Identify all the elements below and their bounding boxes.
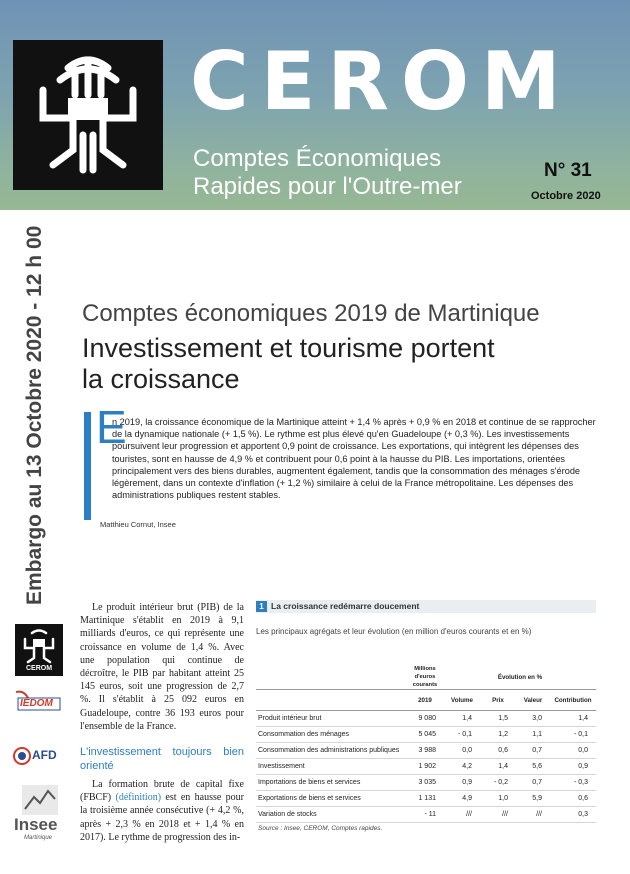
- table-row: [256, 711, 596, 727]
- row-label: Produit intérieur brut: [256, 711, 406, 727]
- intro-text: n 2019, la croissance économique de la Martinique atteint + 1,4 % après + 0,9 % en 2018 et continue de se rapprocher de la dynamique nationale (+ 1,5 %). Le rythme est plus élevé qu'en Guadeloupe (+ 0,3 %). Les investissements poursuivent leur progression et apportent 0,9 point de croissance. Les exportations, qui intègrent les dépenses des touristes, sont en hausse de 4,9 % et contribuent pour 0,6 point à la hausse du PIB. Les importations, orientées principalement vers des biens durables, augmentent également, tandis que la consommation des ménages s'érode légèrement, dans un contexte d'inflation (+ 1,2 %) similaire à celui de la France métropolitaine. Les dépenses des administrations publiques restent stables.: [112, 417, 596, 501]
- subtitle-line-1: Comptes Économiques: [193, 145, 442, 172]
- article-kicker: Comptes économiques 2019 de Martinique: [82, 300, 540, 327]
- cell-prix: ///: [480, 807, 516, 823]
- iedom-logo: [12, 688, 64, 718]
- table-corner: [256, 665, 406, 690]
- cell-volume: 0,0: [444, 743, 480, 759]
- row-label: Consommation des ménages: [256, 727, 406, 743]
- cell-volume: - 0,1: [444, 727, 480, 743]
- cell-prix: 1,4: [480, 759, 516, 775]
- cell-contribution: 0,3: [550, 807, 596, 823]
- row-label: Variation de stocks: [256, 807, 406, 823]
- body-paragraph-2: [80, 778, 244, 844]
- publication-subtitle: [193, 145, 462, 201]
- header-band: [0, 0, 630, 210]
- cell-2019: 9 080: [406, 711, 444, 727]
- figure-number: 1: [256, 601, 267, 612]
- body-column: [80, 601, 244, 844]
- cell-prix: 1,0: [480, 791, 516, 807]
- cell-volume: 4,2: [444, 759, 480, 775]
- cell-prix: - 0,2: [480, 775, 516, 791]
- table-group-header: [256, 665, 596, 690]
- cell-valeur: 0,7: [516, 775, 550, 791]
- group-millions: Millions d'euros courants: [406, 665, 444, 690]
- figure-header: [256, 600, 596, 613]
- cell-volume: ///: [444, 807, 480, 823]
- cell-2019: 3 035: [406, 775, 444, 791]
- table-row: [256, 743, 596, 759]
- row-label: Importations de biens et services: [256, 775, 406, 791]
- brand-title: CEROM: [190, 35, 573, 128]
- row-label: Investissement: [256, 759, 406, 775]
- cell-valeur: 5,9: [516, 791, 550, 807]
- cell-contribution: - 0,3: [550, 775, 596, 791]
- insee-logo: [14, 785, 64, 845]
- cell-valeur: 0,7: [516, 743, 550, 759]
- cell-valeur: 3,0: [516, 711, 550, 727]
- col-2019: 2019: [406, 690, 444, 711]
- body-paragraph-1: Le produit intérieur brut (PIB) de la Martinique s'établit en 2019 à 9,1 milliards d'euros, ce qui représente une croissance en volume de 1,4 %. Avec une population qui continue de décroître, le PIB par habitant atteint 25 145 euros, soit une progression de 2,7 %. Il s'établit à 25 092 euros en Guadeloupe, contre 36 193 euros pour l'ensemble de la France.: [80, 602, 244, 732]
- intro-dropcap: E: [96, 401, 127, 453]
- afd-logo: [12, 744, 64, 770]
- cell-2019: - 11: [406, 807, 444, 823]
- cell-valeur: 5,6: [516, 759, 550, 775]
- cell-valeur: 1,1: [516, 727, 550, 743]
- cerom-small-icon: [15, 624, 63, 664]
- row-label: Exportations de biens et services: [256, 791, 406, 807]
- article-author: Matthieu Cornut, Insee: [100, 520, 176, 529]
- col-valeur: Valeur: [516, 690, 550, 711]
- cell-2019: 5 045: [406, 727, 444, 743]
- body-heading: L'investissement toujours bien orienté: [80, 746, 244, 773]
- issue-date: Octobre 2020: [531, 190, 601, 202]
- cerom-logo: [13, 40, 163, 190]
- group-evolution: Évolution en %: [444, 665, 596, 690]
- afd-icon: [12, 746, 32, 766]
- insee-icon: [22, 785, 58, 815]
- cell-contribution: 0,0: [550, 743, 596, 759]
- cell-prix: 1,2: [480, 727, 516, 743]
- col-volume: Volume: [444, 690, 480, 711]
- table-row: [256, 727, 596, 743]
- iedom-label: IEDOM: [20, 698, 53, 709]
- embargo-notice: Embargo au 13 Octobre 2020 - 12 h 00: [23, 225, 46, 605]
- cell-valeur: ///: [516, 807, 550, 823]
- body-paragraph-2-end: est en hausse pour la troisième année consécutive (+ 4,2 %, après + 2,3 % en 2018 et + 1,4 % en 2017). Le rythme de progression des in-: [80, 792, 244, 843]
- cell-2019: 3 988: [406, 743, 444, 759]
- cell-volume: 4,9: [444, 791, 480, 807]
- intro-accent-bar: [84, 412, 91, 520]
- header-blank: [256, 690, 406, 711]
- figure-subtitle: Les principaux agrégats et leur évolution (en million d'euros courants et en %): [256, 627, 532, 636]
- definition-link[interactable]: (définition): [115, 792, 162, 804]
- cell-2019: 1 902: [406, 759, 444, 775]
- insee-label: Insee: [14, 815, 58, 834]
- col-prix: Prix: [480, 690, 516, 711]
- cell-contribution: 1,4: [550, 711, 596, 727]
- cell-2019: 1 131: [406, 791, 444, 807]
- article-title: Investissement et tourisme portent la croissance: [82, 333, 495, 394]
- issue-number: N° 31: [544, 160, 592, 181]
- table-row: [256, 759, 596, 775]
- insee-sublabel: Martinique: [24, 835, 53, 841]
- row-label: Consommation des administrations publiques: [256, 743, 406, 759]
- cell-volume: 0,9: [444, 775, 480, 791]
- cell-prix: 1,5: [480, 711, 516, 727]
- subtitle-line-2: Rapides pour l'Outre-mer: [193, 173, 462, 200]
- table-row: [256, 775, 596, 791]
- cell-volume: 1,4: [444, 711, 480, 727]
- cerom-logo-icon: [13, 40, 163, 190]
- table-row: [256, 807, 596, 823]
- table-column-header: [256, 690, 596, 711]
- figure-source: Source : Insee, CEROM, Comptes rapides.: [258, 825, 383, 832]
- cell-contribution: 0,6: [550, 791, 596, 807]
- col-contribution: Contribution: [550, 690, 596, 711]
- cell-prix: 0,6: [480, 743, 516, 759]
- cerom-small-label: CEROM: [25, 665, 53, 672]
- cell-contribution: - 0,1: [550, 727, 596, 743]
- aggregates-table: [256, 665, 596, 823]
- cerom-small-logo: [15, 624, 63, 676]
- body-paragraph-2-start: La formation brute de capital fixe (FBCF): [80, 779, 244, 804]
- intro-paragraph: [100, 416, 600, 501]
- cell-contribution: 0,9: [550, 759, 596, 775]
- afd-label: AFD: [32, 748, 57, 762]
- table-row: [256, 791, 596, 807]
- figure-title: La croissance redémarre doucement: [271, 601, 420, 611]
